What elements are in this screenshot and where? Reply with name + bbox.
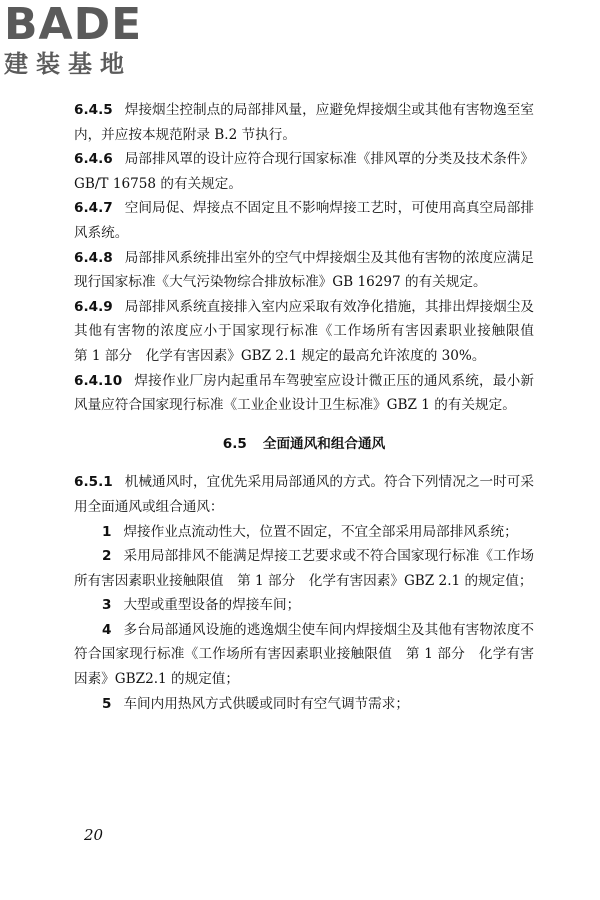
list-item-3 [74,593,534,618]
clause-number: 6.4.6 [74,151,113,168]
clause-number: 6.4.8 [74,249,113,266]
section-heading-6-5 [74,432,534,457]
clause-text: 局部排风罩的设计应符合现行国家标准《排风罩的分类及技术条件》GB/T 16758 的有关规定。 [74,151,534,192]
logo-subtitle: 建装基地 [4,50,132,78]
page-number: 20 [84,826,104,844]
clause-text: 空间局促、焊接点不固定且不影响焊接工艺时，可使用高真空局部排风系统。 [74,200,534,241]
clause-number: 6.4.7 [74,200,113,217]
item-number: 2 [102,548,112,565]
logo-word: BADE [4,0,143,50]
clause-6-5-1 [74,470,534,519]
item-number: 4 [102,621,112,638]
item-text: 焊接作业点流动性大，位置不固定，不宜全部采用局部排风系统； [123,523,518,540]
clause-6-4-8 [74,246,534,295]
clause-number: 6.5.1 [74,474,113,491]
clause-6-4-10 [74,369,534,418]
brand-logo [4,2,184,78]
clause-6-4-9 [74,295,548,369]
clause-6-4-6 [74,147,534,196]
item-text: 采用局部排风不能满足焊接工艺要求或不符合国家现行标准《工作场所有害因素职业接触限值 第 1 部分 化学有害因素》GBZ 2.1 的规定值； [74,548,534,589]
clause-text: 机械通风时，宜优先采用局部通风的方式。符合下列情况之一时可采用全面通风或组合通风： [74,474,534,515]
clause-text: 焊接作业厂房内起重吊车驾驶室应设计微正压的通风系统，最小新风量应符合国家现行标准《工业企业设计卫生标准》GBZ 1 的有关规定。 [74,372,534,414]
item-number: 1 [102,523,112,540]
item-text: 车间内用热风方式供暖或同时有空气调节需求； [123,695,409,712]
list-item-4 [74,618,534,692]
item-text: 多台局部通风设施的逃逸烟尘使车间内焊接烟尘及其他有害物浓度不符合国家现行标准《工作场所有害因素职业接触限值 第 1 部分 化学有害因素》GBZ2.1 的规定值； [74,621,534,688]
list-item-2 [74,544,534,593]
clause-number: 6.4.9 [74,298,113,315]
clause-6-4-7 [74,196,534,245]
item-number: 3 [102,597,112,614]
clause-text: 局部排风系统直接排入室内应采取有效净化措施，其排出焊接烟尘及其他有害物的浓度应小于国家现行标准《工作场所有害因素职业接触限值 第 1 部分 化学有害因素》GBZ 2.1 规定的最高允许浓度的 30%。 [74,298,548,364]
item-number: 5 [102,695,112,712]
document-body [74,98,548,716]
heading-title: 全面通风和组合通风 [262,435,386,452]
clause-text: 焊接烟尘控制点的局部排风量，应避免焊接烟尘或其他有害物逸至室内，并应按本规范附录 B.2 节执行。 [74,102,534,143]
heading-number: 6.5 [222,435,247,452]
clause-number: 6.4.10 [74,372,123,389]
clause-text: 局部排风系统排出室外的空气中焊接烟尘及其他有害物的浓度应满足现行国家标准《大气污染物综合排放标准》GB 16297 的有关规定。 [74,249,534,291]
clause-number: 6.4.5 [74,102,113,118]
clause-6-4-5 [74,98,534,147]
list-item-1 [74,520,534,545]
item-text: 大型或重型设备的焊接车间； [123,597,301,614]
list-item-5 [74,692,534,717]
